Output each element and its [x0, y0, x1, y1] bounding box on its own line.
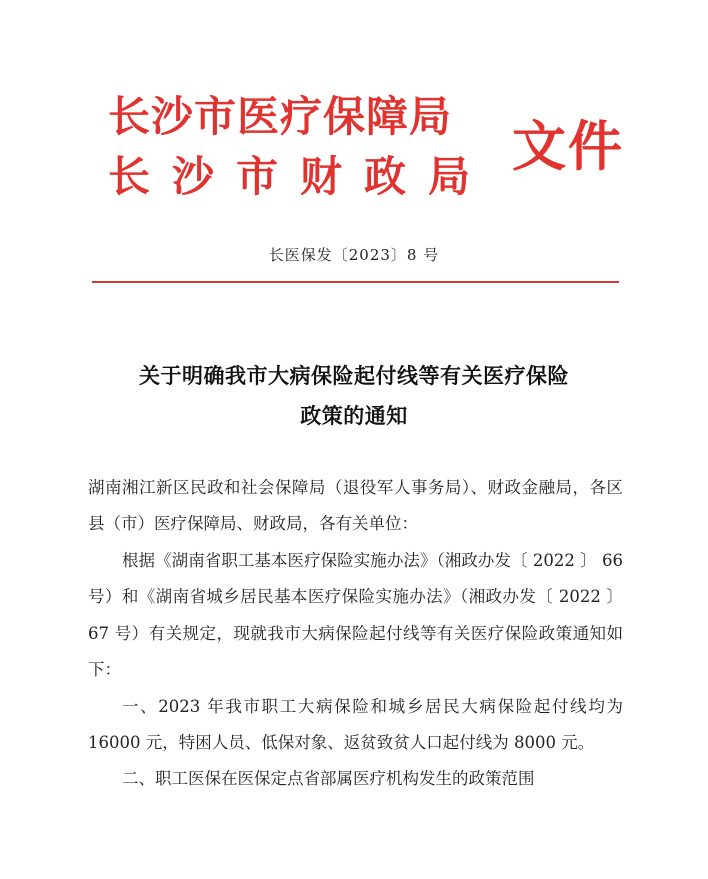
body-paragraph: 二、职工医保在医保定点省部属医疗机构发生的政策范围: [122, 769, 535, 789]
body-paragraph: 根据《湖南省职工基本医疗保险实施办法》（湘政办发〔 2022 〕 66 号）和《湖南省城乡居民基本医疗保险实施办法》（湘政办发〔 2022 〕 67 号）有关规定，现就我市大病保险起付线等有关医疗保险政策通知如下：: [88, 551, 623, 680]
document-title-line-2: 政策的通知: [300, 403, 408, 428]
document-number: 长医保发〔2023〕8 号: [268, 246, 440, 264]
body-paragraphs: [88, 543, 623, 798]
header-document-suffix: 文件: [512, 114, 624, 178]
recipients-paragraph: 湖南湘江新区民政和社会保障局（退役军人事务局）、财政金融局，各区县（市）医疗保障局、财政局，各有关单位：: [88, 478, 623, 534]
red-divider-rule: [92, 281, 619, 283]
body-paragraph: 一、2023 年我市职工大病保险和城乡居民大病保险起付线均为 16000 元，特困人员、低保对象、返贫致贫人口起付线为 8000 元。: [88, 696, 623, 753]
header-issuer-line-2: 长沙市财政局: [108, 152, 493, 201]
document-title-line-1: 关于明确我市大病保险起付线等有关医疗保险: [139, 363, 569, 388]
header-issuer-line-1: 长沙市医疗保障局: [108, 92, 453, 141]
